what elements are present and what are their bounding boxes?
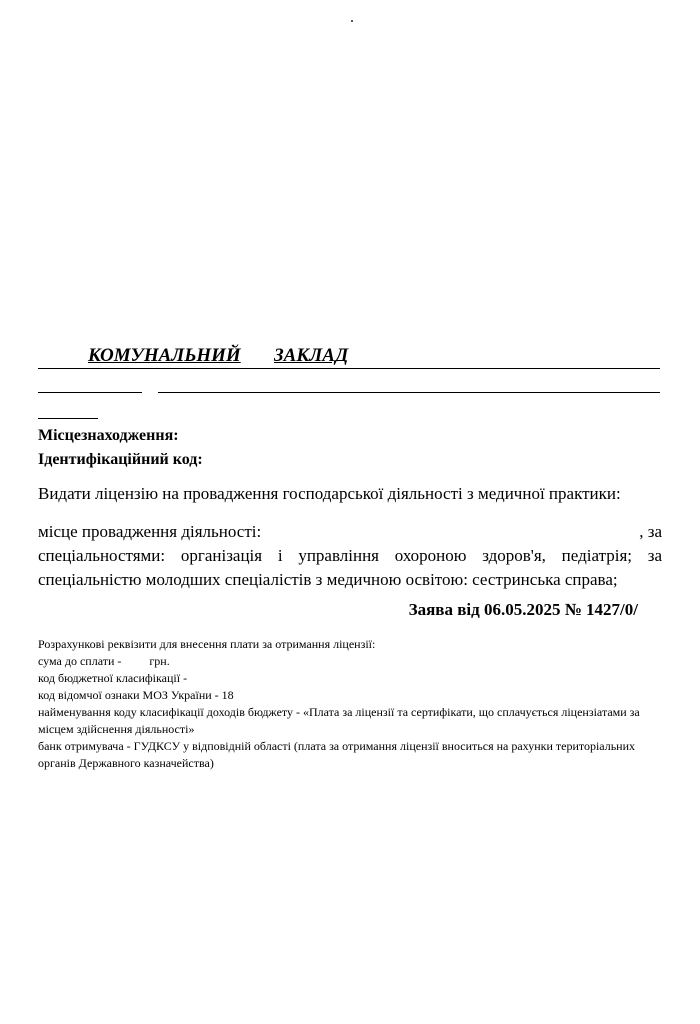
sum-label: сума до сплати - bbox=[38, 654, 122, 668]
place-suffix: , за bbox=[639, 522, 662, 541]
decision-text: Видати ліцензію на провадження господарської діяльності з медичної практики: bbox=[38, 484, 621, 503]
id-code-label: Ідентифікаційний код: bbox=[38, 451, 203, 468]
place-blank bbox=[261, 520, 639, 544]
organization-name-line-3 bbox=[38, 418, 98, 419]
ministry-code-line: код відомчої ознаки МОЗ України - 18 bbox=[38, 688, 234, 702]
organization-name-word-1: КОМУНАЛЬНИЙ bbox=[88, 345, 241, 366]
line-gap bbox=[142, 391, 158, 395]
bank-line: банк отримувача - ГУДКСУ у відповідній області (плата за отримання ліцензії вноситься на рахунки територіальних органів Державного казначейства) bbox=[38, 739, 636, 770]
specialties-text: спеціальностями: організація і управління охороною здоров'я, педіатрія; за спеціальністю молодших спеціалістів з медичною освітою: сестринська справа; bbox=[38, 546, 662, 589]
sum-unit: грн. bbox=[149, 654, 170, 668]
organization-name-line bbox=[38, 344, 660, 369]
place-label: місце провадження діяльності: bbox=[38, 522, 262, 541]
scan-dot bbox=[351, 20, 353, 22]
sum-line bbox=[38, 653, 668, 670]
income-code-line: найменування коду класифікації доходів бюджету - «Плата за ліцензії та сертифікати, що сплачується ліцензіатами за місцем здійснення діяльності» bbox=[38, 705, 640, 736]
payment-requisites bbox=[38, 636, 668, 772]
location-label: Місцезнаходження: bbox=[38, 427, 179, 444]
statement-reference: Заява від 06.05.2025 № 1427/0/ bbox=[408, 600, 638, 619]
organization-name-line-2 bbox=[38, 392, 660, 393]
organization-name-word-2: ЗАКЛАД bbox=[274, 345, 349, 366]
requisites-header: Розрахункові реквізити для внесення плати за отримання ліцензії: bbox=[38, 637, 376, 651]
activity-block bbox=[38, 520, 662, 592]
activity-place-line bbox=[38, 520, 662, 544]
budget-code-line: код бюджетної класифікації - bbox=[38, 671, 188, 685]
